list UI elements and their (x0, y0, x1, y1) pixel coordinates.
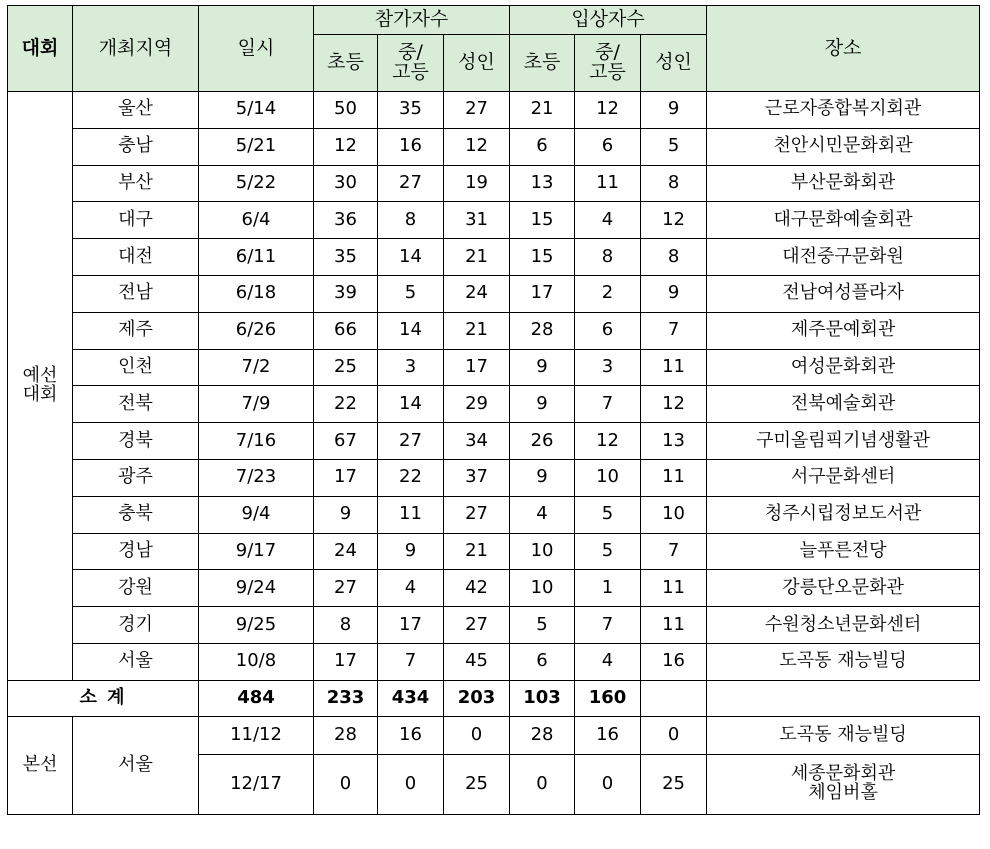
participants-middle-high-cell: 27 (378, 165, 444, 202)
winners-elementary-cell: 0 (510, 754, 575, 814)
participants-middle-high-cell: 9 (378, 533, 444, 570)
subtotal-winners-middle-high: 103 (510, 680, 575, 716)
date-cell: 5/22 (199, 165, 314, 202)
subtotal-participants-adult: 434 (378, 680, 444, 716)
region-cell: 울산 (73, 92, 199, 129)
winners-middle-high-cell: 11 (575, 165, 641, 202)
winners-adult-cell: 8 (641, 239, 707, 276)
winners-elementary-cell: 4 (510, 496, 575, 533)
participants-elementary-cell: 66 (314, 312, 378, 349)
table-row (8, 496, 980, 533)
venue-cell: 강릉단오문화관 (707, 570, 980, 607)
winners-middle-high-cell: 3 (575, 349, 641, 386)
participants-adult-cell: 0 (444, 716, 510, 754)
header-participants-middle-high: 중/ 고등 (378, 35, 444, 92)
date-cell: 9/24 (199, 570, 314, 607)
participants-adult-cell: 42 (444, 570, 510, 607)
winners-adult-cell: 9 (641, 92, 707, 129)
table-row (8, 165, 980, 202)
participants-elementary-cell: 36 (314, 202, 378, 239)
participants-elementary-cell: 27 (314, 570, 378, 607)
participants-middle-high-cell: 16 (378, 128, 444, 165)
winners-adult-cell: 11 (641, 607, 707, 644)
date-cell: 7/23 (199, 459, 314, 496)
venue-cell: 전북예술회관 (707, 386, 980, 423)
winners-middle-high-cell: 7 (575, 607, 641, 644)
winners-middle-high-cell: 4 (575, 202, 641, 239)
participants-adult-cell: 27 (444, 607, 510, 644)
region-cell: 제주 (73, 312, 199, 349)
date-cell: 7/16 (199, 423, 314, 460)
final-label: 본선 (8, 716, 73, 814)
region-cell: 대전 (73, 239, 199, 276)
winners-adult-cell: 5 (641, 128, 707, 165)
venue-cell: 대구문화예술회관 (707, 202, 980, 239)
date-cell: 12/17 (199, 754, 314, 814)
winners-adult-cell: 8 (641, 165, 707, 202)
participants-middle-high-cell: 27 (378, 423, 444, 460)
participants-elementary-cell: 9 (314, 496, 378, 533)
header-participants-adult: 성인 (444, 35, 510, 92)
participants-adult-cell: 25 (444, 754, 510, 814)
participants-adult-cell: 21 (444, 533, 510, 570)
table-row (8, 716, 980, 754)
subtotal-row (8, 680, 980, 716)
final-region: 서울 (73, 716, 199, 814)
participants-elementary-cell: 28 (314, 716, 378, 754)
participants-middle-high-cell: 14 (378, 312, 444, 349)
winners-middle-high-cell: 5 (575, 533, 641, 570)
winners-adult-cell: 0 (641, 716, 707, 754)
participants-middle-high-cell: 35 (378, 92, 444, 129)
participants-middle-high-cell: 11 (378, 496, 444, 533)
venue-cell: 도곡동 재능빌딩 (707, 643, 980, 680)
participants-middle-high-cell: 0 (378, 754, 444, 814)
date-cell: 7/9 (199, 386, 314, 423)
table-row (8, 239, 980, 276)
header-date: 일시 (199, 6, 314, 92)
header-region: 개최지역 (73, 6, 199, 92)
participants-elementary-cell: 39 (314, 275, 378, 312)
participants-elementary-cell: 67 (314, 423, 378, 460)
participants-middle-high-cell: 16 (378, 716, 444, 754)
winners-adult-cell: 7 (641, 533, 707, 570)
winners-adult-cell: 25 (641, 754, 707, 814)
table-row (8, 128, 980, 165)
winners-middle-high-cell: 12 (575, 92, 641, 129)
table-row (8, 202, 980, 239)
participants-adult-cell: 21 (444, 239, 510, 276)
region-cell: 경남 (73, 533, 199, 570)
region-cell: 부산 (73, 165, 199, 202)
region-cell: 인천 (73, 349, 199, 386)
participants-adult-cell: 27 (444, 92, 510, 129)
subtotal-venue-empty (641, 680, 707, 716)
winners-elementary-cell: 13 (510, 165, 575, 202)
table-row (8, 423, 980, 460)
region-cell: 전북 (73, 386, 199, 423)
winners-middle-high-cell: 6 (575, 128, 641, 165)
table-row (8, 643, 980, 680)
venue-cell: 천안시민문화회관 (707, 128, 980, 165)
winners-elementary-cell: 15 (510, 202, 575, 239)
date-cell: 9/25 (199, 607, 314, 644)
participants-adult-cell: 31 (444, 202, 510, 239)
venue-cell: 대전중구문화원 (707, 239, 980, 276)
winners-adult-cell: 12 (641, 386, 707, 423)
header-participants: 참가자수 (314, 6, 510, 35)
region-cell: 충북 (73, 496, 199, 533)
participants-middle-high-cell: 8 (378, 202, 444, 239)
participants-adult-cell: 37 (444, 459, 510, 496)
date-cell: 5/21 (199, 128, 314, 165)
venue-cell: 세종문화회관 체임버홀 (707, 754, 980, 814)
participants-middle-high-cell: 14 (378, 239, 444, 276)
participants-middle-high-cell: 14 (378, 386, 444, 423)
winners-adult-cell: 10 (641, 496, 707, 533)
venue-cell: 부산문화회관 (707, 165, 980, 202)
winners-elementary-cell: 10 (510, 570, 575, 607)
subtotal-participants-middle-high: 233 (314, 680, 378, 716)
table-row (8, 459, 980, 496)
participants-middle-high-cell: 4 (378, 570, 444, 607)
participants-elementary-cell: 17 (314, 459, 378, 496)
participants-adult-cell: 17 (444, 349, 510, 386)
preliminary-label: 예선 대회 (8, 92, 73, 681)
winners-middle-high-cell: 5 (575, 496, 641, 533)
participants-middle-high-cell: 22 (378, 459, 444, 496)
date-cell: 6/4 (199, 202, 314, 239)
participants-middle-high-cell: 7 (378, 643, 444, 680)
date-cell: 9/17 (199, 533, 314, 570)
participants-adult-cell: 34 (444, 423, 510, 460)
winners-elementary-cell: 15 (510, 239, 575, 276)
winners-elementary-cell: 28 (510, 312, 575, 349)
participants-elementary-cell: 25 (314, 349, 378, 386)
participants-elementary-cell: 8 (314, 607, 378, 644)
venue-cell: 구미올림픽기념생활관 (707, 423, 980, 460)
region-cell: 경기 (73, 607, 199, 644)
venue-cell: 여성문화회관 (707, 349, 980, 386)
venue-cell: 도곡동 재능빌딩 (707, 716, 980, 754)
winners-middle-high-cell: 0 (575, 754, 641, 814)
winners-elementary-cell: 28 (510, 716, 575, 754)
winners-elementary-cell: 5 (510, 607, 575, 644)
winners-elementary-cell: 9 (510, 386, 575, 423)
header-competition: 대회 (8, 6, 73, 92)
participants-middle-high-cell: 3 (378, 349, 444, 386)
date-cell: 5/14 (199, 92, 314, 129)
region-cell: 강원 (73, 570, 199, 607)
venue-cell: 제주문예회관 (707, 312, 980, 349)
winners-middle-high-cell: 4 (575, 643, 641, 680)
participants-elementary-cell: 22 (314, 386, 378, 423)
participants-adult-cell: 29 (444, 386, 510, 423)
winners-adult-cell: 16 (641, 643, 707, 680)
date-cell: 6/26 (199, 312, 314, 349)
table-row (8, 312, 980, 349)
date-cell: 9/4 (199, 496, 314, 533)
winners-middle-high-cell: 7 (575, 386, 641, 423)
date-cell: 10/8 (199, 643, 314, 680)
header-winners-elementary: 초등 (510, 35, 575, 92)
header-venue: 장소 (707, 6, 980, 92)
header-participants-elementary: 초등 (314, 35, 378, 92)
subtotal-winners-adult: 160 (575, 680, 641, 716)
winners-middle-high-cell: 1 (575, 570, 641, 607)
participants-elementary-cell: 35 (314, 239, 378, 276)
participants-elementary-cell: 17 (314, 643, 378, 680)
date-cell: 6/18 (199, 275, 314, 312)
winners-adult-cell: 13 (641, 423, 707, 460)
table-row (8, 607, 980, 644)
header-winners-adult: 성인 (641, 35, 707, 92)
region-cell: 충남 (73, 128, 199, 165)
table-row (8, 386, 980, 423)
winners-adult-cell: 9 (641, 275, 707, 312)
winners-elementary-cell: 10 (510, 533, 575, 570)
winners-adult-cell: 11 (641, 459, 707, 496)
participants-elementary-cell: 12 (314, 128, 378, 165)
winners-adult-cell: 11 (641, 570, 707, 607)
venue-cell: 늘푸른전당 (707, 533, 980, 570)
winners-middle-high-cell: 6 (575, 312, 641, 349)
participants-middle-high-cell: 17 (378, 607, 444, 644)
venue-cell: 수원청소년문화센터 (707, 607, 980, 644)
winners-elementary-cell: 9 (510, 459, 575, 496)
subtotal-participants-elementary: 484 (199, 680, 314, 716)
subtotal-label: 소 계 (8, 680, 199, 716)
table-row (8, 275, 980, 312)
date-cell: 7/2 (199, 349, 314, 386)
participants-elementary-cell: 24 (314, 533, 378, 570)
winners-adult-cell: 11 (641, 349, 707, 386)
competition-table (7, 5, 980, 815)
table-row (8, 533, 980, 570)
participants-elementary-cell: 50 (314, 92, 378, 129)
participants-adult-cell: 12 (444, 128, 510, 165)
winners-elementary-cell: 9 (510, 349, 575, 386)
venue-cell: 전남여성플라자 (707, 275, 980, 312)
header-winners: 입상자수 (510, 6, 707, 35)
participants-adult-cell: 21 (444, 312, 510, 349)
winners-elementary-cell: 21 (510, 92, 575, 129)
participants-adult-cell: 19 (444, 165, 510, 202)
region-cell: 경북 (73, 423, 199, 460)
participants-elementary-cell: 0 (314, 754, 378, 814)
venue-cell: 청주시립정보도서관 (707, 496, 980, 533)
table-row (8, 349, 980, 386)
winners-middle-high-cell: 8 (575, 239, 641, 276)
participants-middle-high-cell: 5 (378, 275, 444, 312)
venue-cell: 근로자종합복지회관 (707, 92, 980, 129)
table-row (8, 570, 980, 607)
winners-middle-high-cell: 12 (575, 423, 641, 460)
winners-elementary-cell: 6 (510, 643, 575, 680)
winners-elementary-cell: 26 (510, 423, 575, 460)
winners-middle-high-cell: 10 (575, 459, 641, 496)
winners-elementary-cell: 6 (510, 128, 575, 165)
participants-elementary-cell: 30 (314, 165, 378, 202)
participants-adult-cell: 24 (444, 275, 510, 312)
date-cell: 6/11 (199, 239, 314, 276)
region-cell: 전남 (73, 275, 199, 312)
date-cell: 11/12 (199, 716, 314, 754)
table-row (8, 92, 980, 129)
participants-adult-cell: 27 (444, 496, 510, 533)
header-winners-middle-high: 중/ 고등 (575, 35, 641, 92)
winners-elementary-cell: 17 (510, 275, 575, 312)
participants-adult-cell: 45 (444, 643, 510, 680)
region-cell: 광주 (73, 459, 199, 496)
region-cell: 서울 (73, 643, 199, 680)
winners-middle-high-cell: 16 (575, 716, 641, 754)
winners-middle-high-cell: 2 (575, 275, 641, 312)
winners-adult-cell: 7 (641, 312, 707, 349)
subtotal-winners-elementary: 203 (444, 680, 510, 716)
region-cell: 대구 (73, 202, 199, 239)
winners-adult-cell: 12 (641, 202, 707, 239)
venue-cell: 서구문화센터 (707, 459, 980, 496)
